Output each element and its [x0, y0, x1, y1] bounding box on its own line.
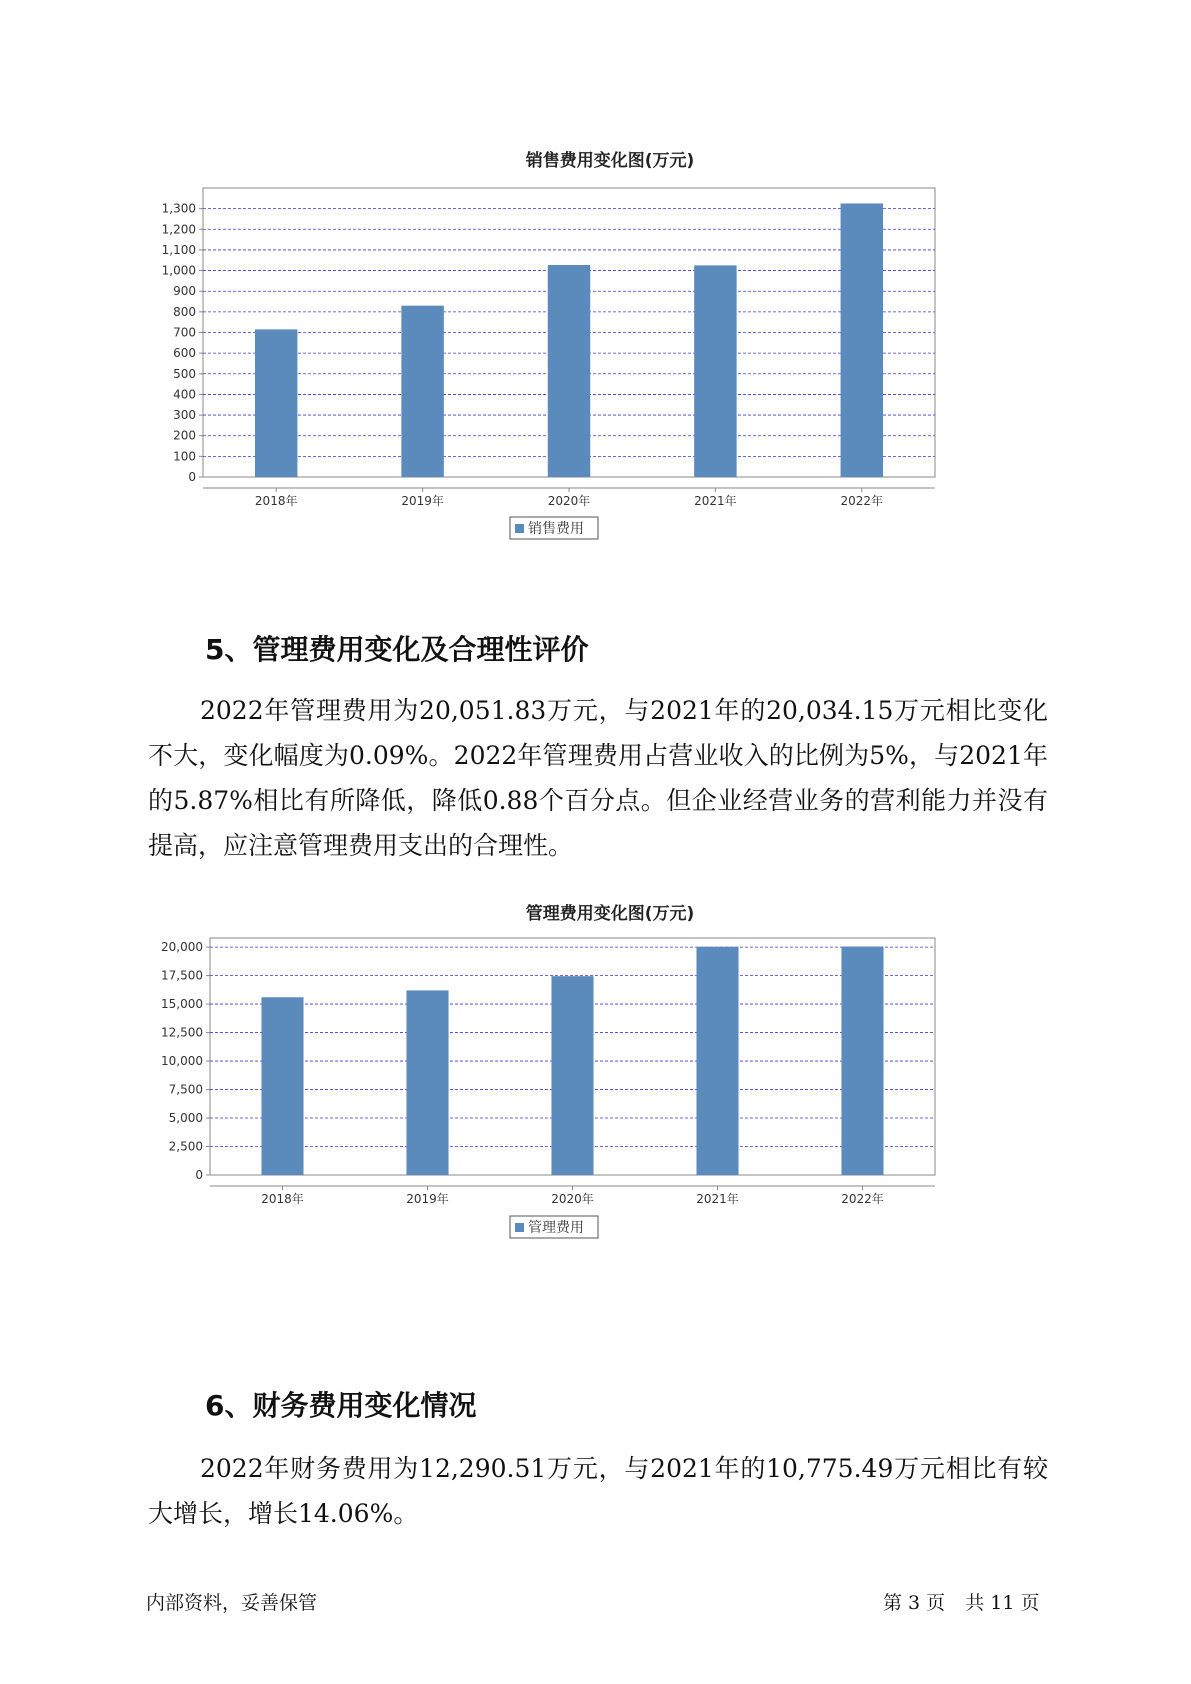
- x-tick-label: 2018年: [261, 1192, 304, 1206]
- bar: [694, 265, 736, 477]
- bar: [548, 265, 590, 477]
- y-tick-label: 15,000: [161, 997, 203, 1012]
- chart-title-admin: 管理费用变化图(万元): [525, 904, 695, 924]
- legend-swatch: [515, 1223, 524, 1232]
- section-6-heading: 6、财务费用变化情况: [205, 1389, 477, 1422]
- y-tick-label: 200: [173, 428, 196, 443]
- footer-total-pages: 共 11 页: [965, 1592, 1040, 1614]
- y-tick-label: 5,000: [168, 1111, 203, 1126]
- legend-label: 销售费用: [528, 521, 584, 537]
- bar: [261, 997, 303, 1175]
- y-tick-label: 100: [173, 449, 196, 464]
- y-tick-label: 2,500: [168, 1139, 203, 1154]
- y-tick-label: 1,300: [161, 201, 196, 216]
- sales-expense-chart: [140, 180, 1040, 600]
- x-tick-label: 2021年: [696, 1192, 739, 1206]
- y-tick-label: 10,000: [161, 1054, 203, 1069]
- y-tick-label: 900: [173, 284, 196, 299]
- x-tick-label: 2020年: [551, 1192, 594, 1206]
- y-tick-label: 500: [173, 366, 196, 381]
- footer-page-info: [883, 1588, 1053, 1615]
- footer-confidential-note: 内部资料，妥善保管: [146, 1592, 318, 1614]
- bar: [551, 976, 593, 1175]
- y-tick-label: 12,500: [161, 1025, 203, 1040]
- y-tick-label: 400: [173, 387, 196, 402]
- x-tick-label: 2018年: [254, 494, 298, 508]
- x-tick-label: 2021年: [694, 494, 737, 508]
- bar: [406, 990, 448, 1175]
- y-tick-label: 600: [173, 346, 196, 361]
- y-tick-label: 20,000: [161, 940, 203, 955]
- section-5-heading: 5、管理费用变化及合理性评价: [205, 633, 589, 666]
- section-5-paragraph: 2022年管理费用为20,051.83万元，与2021年的20,034.15万元相比变化不大，变化幅度为0.09%。2022年管理费用占营业收入的比例为5%，与2021年的5.87%相比有所降低，降低0.88个百分点。但企业经营业务的营利能力并没有提高，应注意管理费用支出的合理性。: [148, 696, 1048, 860]
- bar: [401, 306, 443, 477]
- x-tick-label: 2020年: [547, 494, 591, 508]
- y-tick-label: 0: [188, 470, 196, 484]
- x-tick-label: 2022年: [841, 1192, 884, 1206]
- x-tick-label: 2019年: [401, 494, 444, 508]
- legend-label: 管理费用: [528, 1220, 584, 1236]
- y-tick-label: 1,200: [161, 222, 196, 237]
- admin-expense-chart: [140, 932, 1040, 1352]
- x-tick-label: 2019年: [406, 1192, 449, 1206]
- bar: [696, 947, 738, 1175]
- y-tick-label: 17,500: [161, 968, 203, 983]
- y-tick-label: 7,500: [168, 1082, 203, 1097]
- legend-swatch: [515, 524, 524, 533]
- y-tick-label: 300: [173, 408, 196, 423]
- y-tick-label: 1,000: [161, 263, 196, 278]
- footer-page-number: 第 3 页: [883, 1592, 946, 1614]
- section-6-paragraph: 2022年财务费用为12,290.51万元，与2021年的10,775.49万元相比有较大增长，增长14.06%。: [148, 1454, 1048, 1528]
- x-tick-label: 2022年: [840, 494, 884, 508]
- chart-title-sales: 销售费用变化图(万元): [525, 151, 695, 171]
- bar: [255, 329, 297, 477]
- bar: [841, 203, 883, 477]
- y-tick-label: 0: [195, 1168, 203, 1182]
- y-tick-label: 1,100: [161, 242, 196, 257]
- y-tick-label: 800: [173, 304, 196, 319]
- y-tick-label: 700: [173, 325, 196, 340]
- bar: [841, 947, 883, 1175]
